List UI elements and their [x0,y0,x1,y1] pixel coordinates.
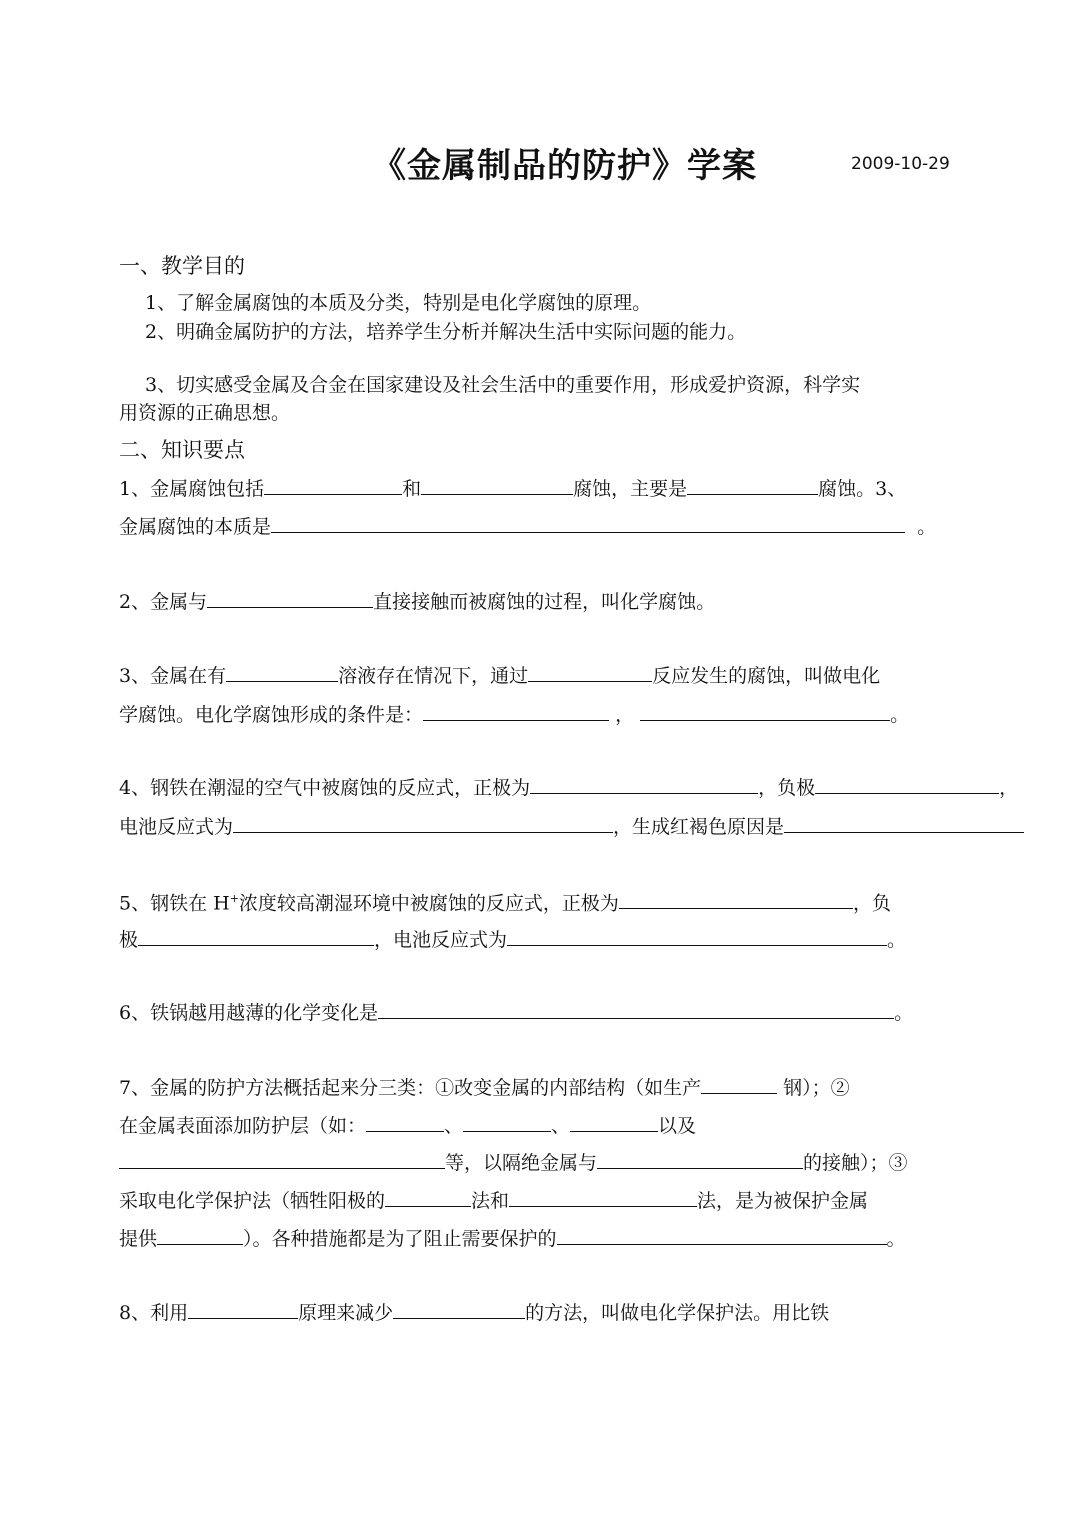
fill-blank[interactable] [421,474,573,495]
fill-blank[interactable] [597,1148,803,1169]
fill-blank[interactable] [393,1298,525,1319]
fill-blank[interactable] [378,998,894,1019]
question-7-line-4: 采取电化学保护法（牺牲阳极的 法和 法，是为被保护金属 [119,1186,868,1214]
question-1-line-1: 1、金属腐蚀包括 和 腐蚀，主要是 腐蚀。3、 [119,474,906,502]
fill-blank[interactable] [784,812,1024,833]
goal-item-1: 1、了解金属腐蚀的本质及分类，特别是电化学腐蚀的原理。 [145,292,652,314]
question-1-line-2: 金属腐蚀的本质是 。 [119,512,936,540]
question-7-line-5: 提供 ）。各种措施都是为了阻止需要保护的 。 [119,1224,906,1252]
section-heading-teaching-goals: 一、教学目的 [119,254,245,278]
goal-item-3: 3、切实感受金属及合金在国家建设及社会生活中的重要作用，形成爱护资源，科学实 [145,374,861,396]
fill-blank[interactable] [271,512,905,533]
fill-blank[interactable] [570,1111,658,1132]
fill-blank[interactable] [385,1186,471,1207]
fill-blank[interactable] [557,1224,887,1245]
fill-blank[interactable] [207,587,373,608]
fill-blank[interactable] [507,925,887,946]
question-7-line-2: 在金属表面添加防护层（如： 、 、 以及 [119,1111,696,1139]
fill-blank[interactable] [509,1186,697,1207]
question-3-line-1: 3、金属在有 溶液存在情况下，通过 反应发生的腐蚀，叫做电化 [119,661,880,689]
question-2: 2、金属与 直接接触而被腐蚀的过程，叫化学腐蚀。 [119,587,715,615]
fill-blank[interactable] [687,474,818,495]
fill-blank[interactable] [528,661,652,682]
fill-blank[interactable] [366,1111,444,1132]
question-4-line-1: 4、钢铁在潮湿的空气中被腐蚀的反应式，正极为 ，负极 ， [119,773,1018,801]
question-7-line-1: 7、金属的防护方法概括起来分三类：①改变金属的内部结构（如生产 钢）；② [119,1073,850,1101]
fill-blank[interactable] [463,1111,551,1132]
question-8: 8、利用 原理来减少 的方法，叫做电化学保护法。用比铁 [119,1298,829,1326]
fill-blank[interactable] [264,474,402,495]
fill-blank[interactable] [640,700,890,721]
question-6: 6、铁锅越用越薄的化学变化是 。 [119,998,913,1026]
fill-blank[interactable] [530,773,758,794]
question-5-line-2: 极 ，电池反应式为 。 [119,925,906,953]
fill-blank[interactable] [119,1148,445,1169]
section-heading-key-points: 二、知识要点 [119,438,245,462]
fill-blank[interactable] [138,925,374,946]
fill-blank[interactable] [701,1073,777,1094]
question-5-line-1: 5、钢铁在 H+浓度较高潮湿环境中被腐蚀的反应式，正极为 ，负 [119,886,891,916]
question-7-line-3: 等，以隔绝金属与 的接触）；③ [119,1148,908,1176]
fill-blank[interactable] [188,1298,298,1319]
fill-blank[interactable] [423,700,609,721]
fill-blank[interactable] [157,1224,243,1245]
document-date: 2009-10-29 [851,154,950,174]
fill-blank[interactable] [233,812,613,833]
question-4-line-2: 电池反应式为 ，生成红褐色原因是 [119,812,1024,840]
fill-blank[interactable] [619,888,853,909]
page-title: 《金属制品的防护》学案 [372,146,757,186]
goal-item-2: 2、明确金属防护的方法，培养学生分析并解决生活中实际问题的能力。 [145,321,747,343]
goal-item-3-continued: 用资源的正确思想。 [119,402,291,424]
fill-blank[interactable] [226,661,338,682]
question-3-line-2: 学腐蚀。电化学腐蚀形成的条件是： ， 。 [119,700,909,728]
fill-blank[interactable] [815,773,999,794]
